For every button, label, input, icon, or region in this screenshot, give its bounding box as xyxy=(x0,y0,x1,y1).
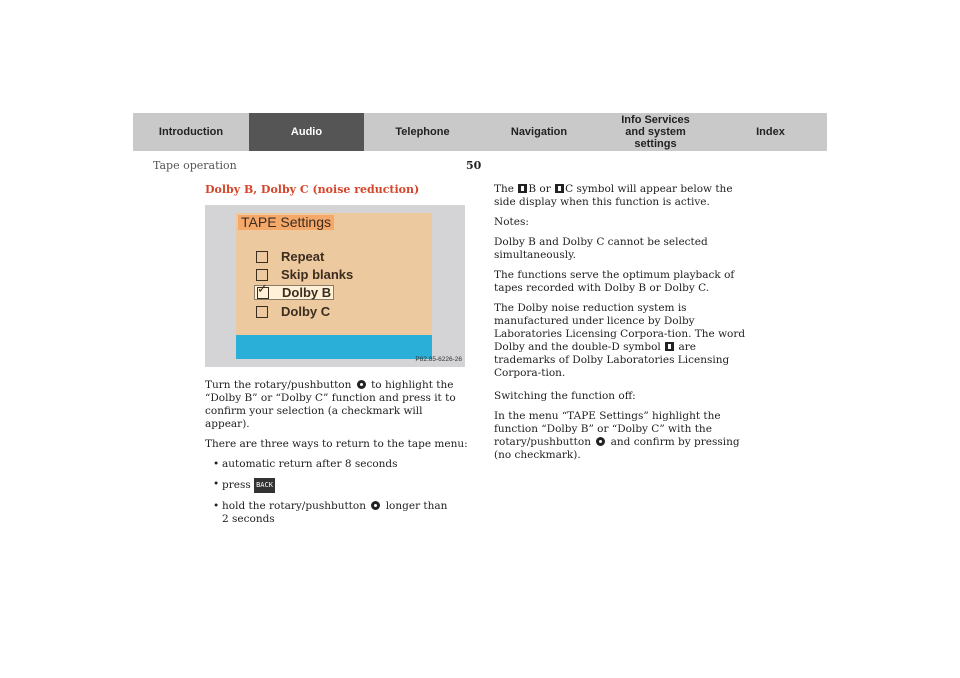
section-title: Tape operation xyxy=(153,159,237,172)
dolby-dd-icon xyxy=(555,184,564,193)
top-nav-tabs xyxy=(133,113,827,151)
lcd-title: TAPE Settings xyxy=(238,215,334,230)
lcd-item-label: Repeat xyxy=(281,249,325,264)
lcd-item-label: Dolby B xyxy=(282,285,332,300)
return-options-list xyxy=(205,458,470,526)
checkbox-icon xyxy=(256,306,268,318)
lcd-item-dolby-b xyxy=(254,285,334,300)
list-item: • hold the rotary/pushbutton longer than 2 seconds xyxy=(213,500,470,526)
lcd-item-dolby-c xyxy=(256,305,330,318)
switch-off-paragraph: In the menu “TAPE Settings” highlight the function “Dolby B” or “Dolby C” with the rotary/pushbutton and confirm by pressing (no checkmark). xyxy=(494,410,740,461)
checkbox-icon xyxy=(256,251,268,263)
page-number: 50 xyxy=(466,159,482,172)
tab-index[interactable]: Index xyxy=(714,113,827,151)
notes-heading: Notes: xyxy=(494,216,529,228)
right-column xyxy=(494,183,756,469)
tab-audio[interactable]: Audio xyxy=(249,113,364,151)
checkbox-icon xyxy=(256,269,268,281)
back-key-icon: BACK xyxy=(254,478,275,493)
tab-introduction[interactable]: Introduction xyxy=(133,113,249,151)
lcd-status-bar xyxy=(236,335,432,359)
tab-telephone[interactable]: Telephone xyxy=(364,113,481,151)
list-item: • press BACK xyxy=(213,478,470,493)
instruction-paragraph: Turn the rotary/pushbutton to highlight the “Dolby B” or “Dolby C” function and press it to confirm your selection (a checkmark will appear). xyxy=(205,379,456,430)
section-heading: Dolby B, Dolby C (noise reduction) xyxy=(205,183,420,196)
tab-info-services[interactable]: Info Services and system settings xyxy=(597,113,714,151)
rotary-pushbutton-icon xyxy=(371,501,380,510)
dolby-dd-icon xyxy=(518,184,527,193)
list-item: • automatic return after 8 seconds xyxy=(213,458,470,471)
switch-off-heading: Switching the function off: xyxy=(494,390,636,402)
tab-navigation[interactable]: Navigation xyxy=(481,113,597,151)
lcd-item-label: Skip blanks xyxy=(281,267,354,282)
rotary-pushbutton-icon xyxy=(357,380,366,389)
lcd-item-repeat xyxy=(256,250,324,263)
symbol-paragraph: The B or C symbol will appear below the side display when this function is active. xyxy=(494,183,733,208)
lcd-item-label: Dolby C xyxy=(281,304,331,319)
checked-checkbox-icon xyxy=(257,287,269,299)
left-column xyxy=(205,183,470,533)
trademark-paragraph: The Dolby noise reduction system is manufactured under licence by Dolby Laboratories Licensing Corpora-tion. The word Dolby and the double-D symbol are trademarks of Dolby Laboratories Licensing Corpora-tion. xyxy=(494,302,746,379)
figure-reference: P82.85-6226-26 xyxy=(415,356,462,363)
lcd-item-skip-blanks xyxy=(256,268,353,281)
note-paragraph: Dolby B and Dolby C cannot be selected simultaneously. xyxy=(494,236,708,261)
lcd-display xyxy=(236,213,432,359)
rotary-pushbutton-icon xyxy=(596,437,605,446)
tape-settings-screen xyxy=(205,205,465,367)
return-intro: There are three ways to return to the tape menu: xyxy=(205,438,468,450)
dolby-dd-icon xyxy=(665,342,674,351)
note-paragraph: The functions serve the optimum playback of tapes recorded with Dolby B or Dolby C. xyxy=(494,269,735,294)
